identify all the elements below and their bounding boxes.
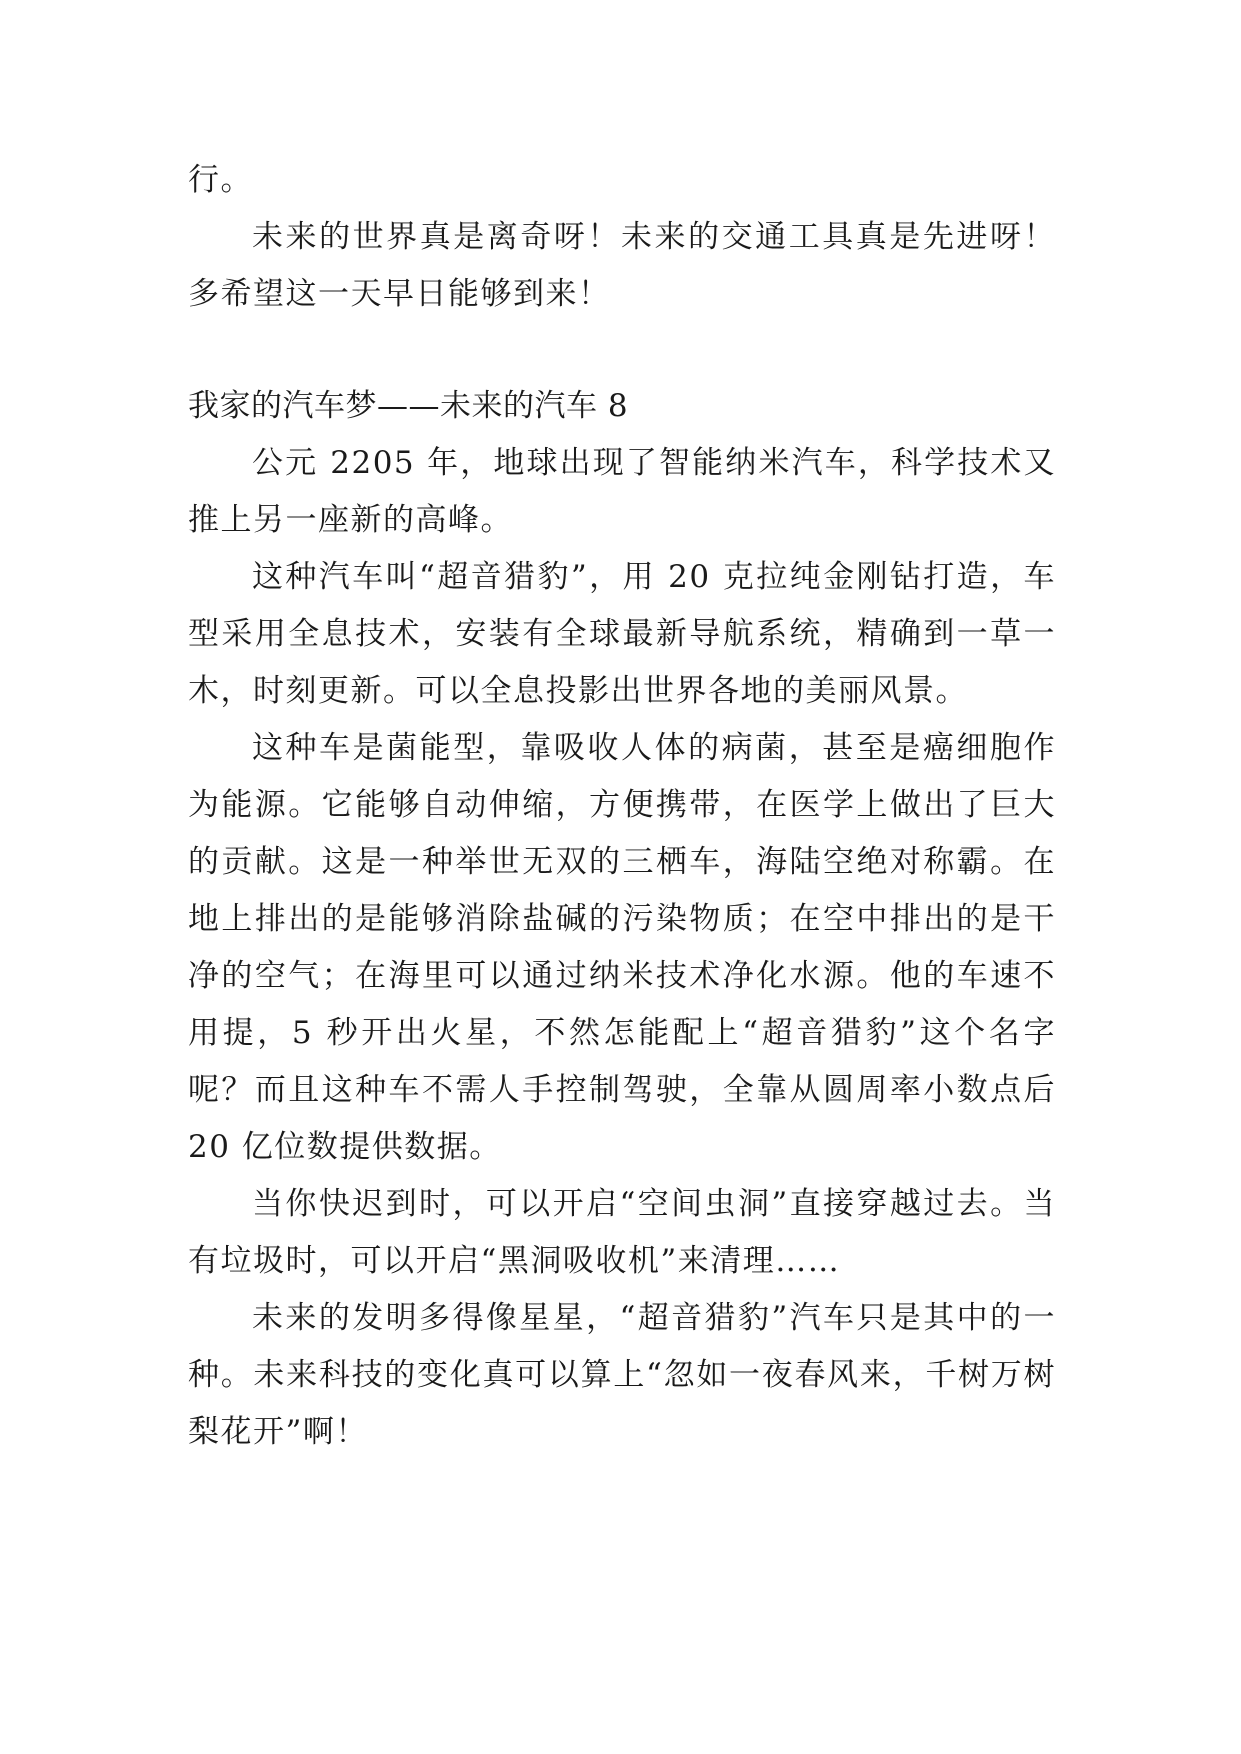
paragraph-5: 未来的发明多得像星星，“超音猎豹”汽车只是其中的一种。未来科技的变化真可以算上“忽如一夜春风来，千树万树梨花开”啊！ <box>188 1300 1056 1450</box>
section-gap <box>188 323 1056 378</box>
article-title: 我家的汽车梦——未来的汽车 8 <box>188 388 629 424</box>
paragraph-1: 公元 2205 年，地球出现了智能纳米汽车，科学技术又推上另一座新的高峰。 <box>188 445 1056 538</box>
paragraph-3: 这种车是菌能型，靠吸收人体的病菌，甚至是癌细胞作为能源。它能够自动伸缩，方便携带，在医学上做出了巨大的贡献。这是一种举世无双的三栖车，海陆空绝对称霸。在地上排出的是能够消除盐碱的污染物质；在空中排出的是干净的空气；在海里可以通过纳米技术净化水源。他的车速不用提，5 秒开出火星，不然怎能配上“超音猎豹”这个名字呢？而且这种车不需人手控制驾驶，全靠从圆周率小数点后 20 亿位数提供数据。 <box>188 730 1056 1165</box>
paragraph-4: 当你快迟到时，可以开启“空间虫洞”直接穿越过去。当有垃圾时，可以开启“黑洞吸收机”来清理…… <box>188 1186 1056 1279</box>
document-body <box>188 152 1056 1461</box>
previous-article-tail: 行。 <box>188 162 253 198</box>
previous-article-closing: 未来的世界真是离奇呀！未来的交通工具真是先进呀！多希望这一天早日能够到来！ <box>188 219 1056 312</box>
paragraph-2: 这种汽车叫“超音猎豹”，用 20 克拉纯金刚钻打造，车型采用全息技术，安装有全球最新导航系统，精确到一草一木，时刻更新。可以全息投影出世界各地的美丽风景。 <box>188 559 1056 709</box>
